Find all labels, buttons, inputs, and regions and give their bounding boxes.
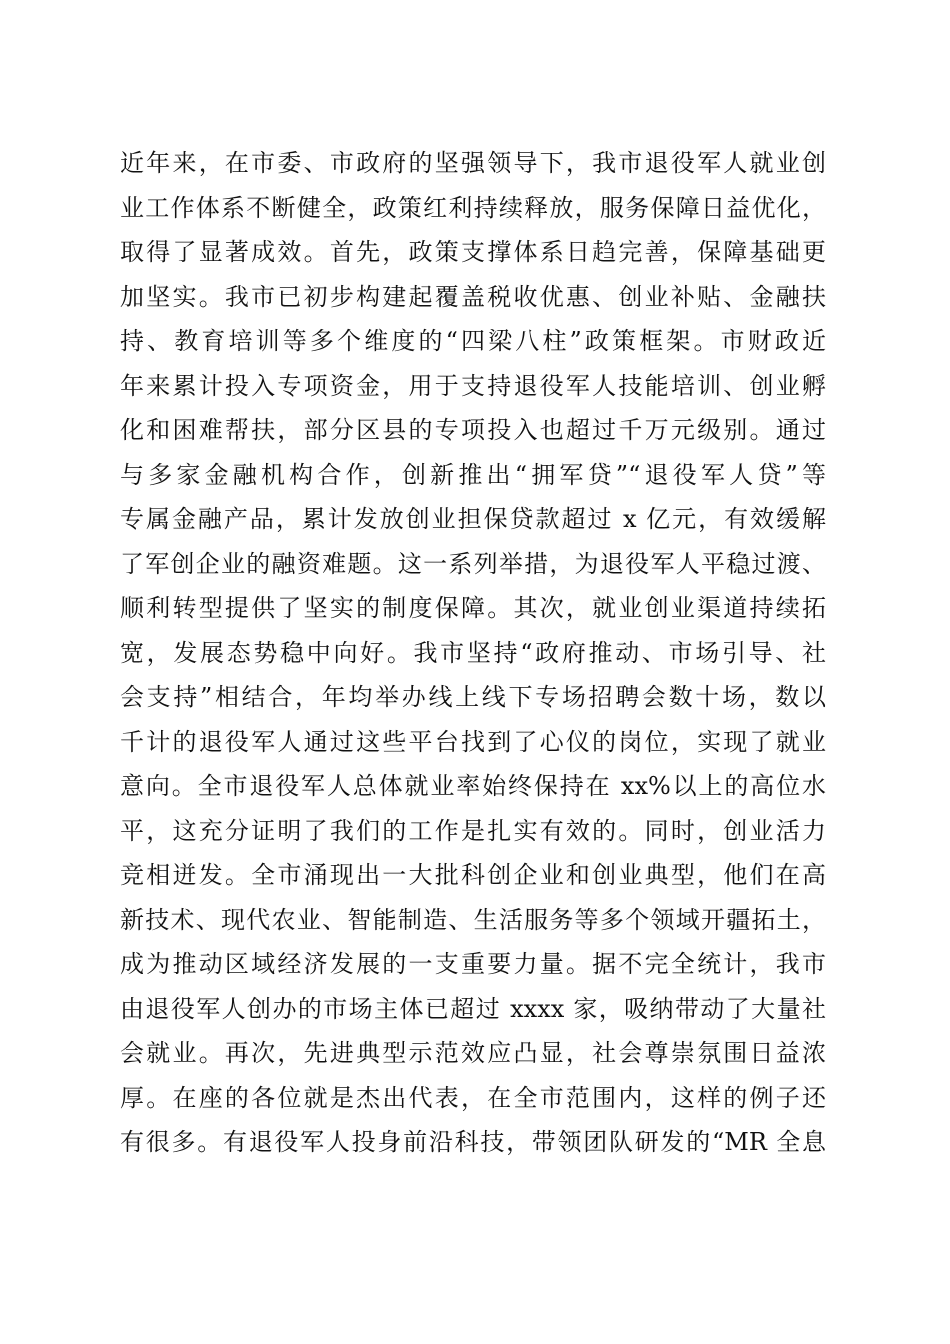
text-line: 有很多。有退役军人投身前沿科技，带领团队研发的“MR 全息 bbox=[120, 1128, 826, 1156]
text-line: 持、教育培训等多个维度的“四梁八柱”政策框架。市财政近 bbox=[120, 327, 826, 355]
document-body bbox=[120, 141, 826, 1165]
text-line: 会就业。再次，先进典型示范效应凸显，社会尊崇氛围日益浓 bbox=[120, 1039, 826, 1067]
text-line: 意向。全市退役军人总体就业率始终保持在 xx%以上的高位水 bbox=[120, 772, 826, 800]
text-line: 平，这充分证明了我们的工作是扎实有效的。同时，创业活力 bbox=[120, 816, 826, 845]
text-line: 厚。在座的各位就是杰出代表，在全市范围内，这样的例子还 bbox=[120, 1083, 826, 1112]
text-line: 新技术、现代农业、智能制造、生活服务等多个领域开疆拓土， bbox=[120, 905, 826, 934]
text-line: 会支持”相结合，年均举办线上线下专场招聘会数十场，数以 bbox=[120, 683, 826, 711]
text-line: 千计的退役军人通过这些平台找到了心仪的岗位，实现了就业 bbox=[120, 727, 826, 756]
text-line: 取得了显著成效。首先，政策支撑体系日趋完善，保障基础更 bbox=[120, 238, 826, 266]
text-line: 专属金融产品，累计发放创业担保贷款超过 x 亿元，有效缓解 bbox=[120, 505, 826, 533]
text-line: 顺利转型提供了坚实的制度保障。其次，就业创业渠道持续拓 bbox=[120, 594, 826, 622]
text-line: 业工作体系不断健全，政策红利持续释放，服务保障日益优化， bbox=[120, 193, 826, 222]
text-line: 年来累计投入专项资金，用于支持退役军人技能培训、创业孵 bbox=[120, 371, 826, 400]
text-line: 竞相迸发。全市涌现出一大批科创企业和创业典型，他们在高 bbox=[120, 861, 826, 889]
text-line: 加坚实。我市已初步构建起覆盖税收优惠、创业补贴、金融扶 bbox=[120, 282, 826, 311]
text-line: 成为推动区域经济发展的一支重要力量。据不完全统计，我市 bbox=[120, 950, 826, 978]
text-line: 由退役军人创办的市场主体已超过 xxxx 家，吸纳带动了大量社 bbox=[120, 994, 826, 1023]
text-line: 与多家金融机构合作，创新推出“拥军贷”“退役军人贷”等 bbox=[120, 460, 826, 489]
text-line: 化和困难帮扶，部分区县的专项投入也超过千万元级别。通过 bbox=[120, 416, 826, 444]
text-line: 近年来，在市委、市政府的坚强领导下，我市退役军人就业创 bbox=[120, 149, 826, 177]
text-line: 宽，发展态势稳中向好。我市坚持“政府推动、市场引导、社 bbox=[120, 638, 826, 667]
text-line: 了军创企业的融资难题。这一系列举措，为退役军人平稳过渡、 bbox=[120, 549, 826, 578]
